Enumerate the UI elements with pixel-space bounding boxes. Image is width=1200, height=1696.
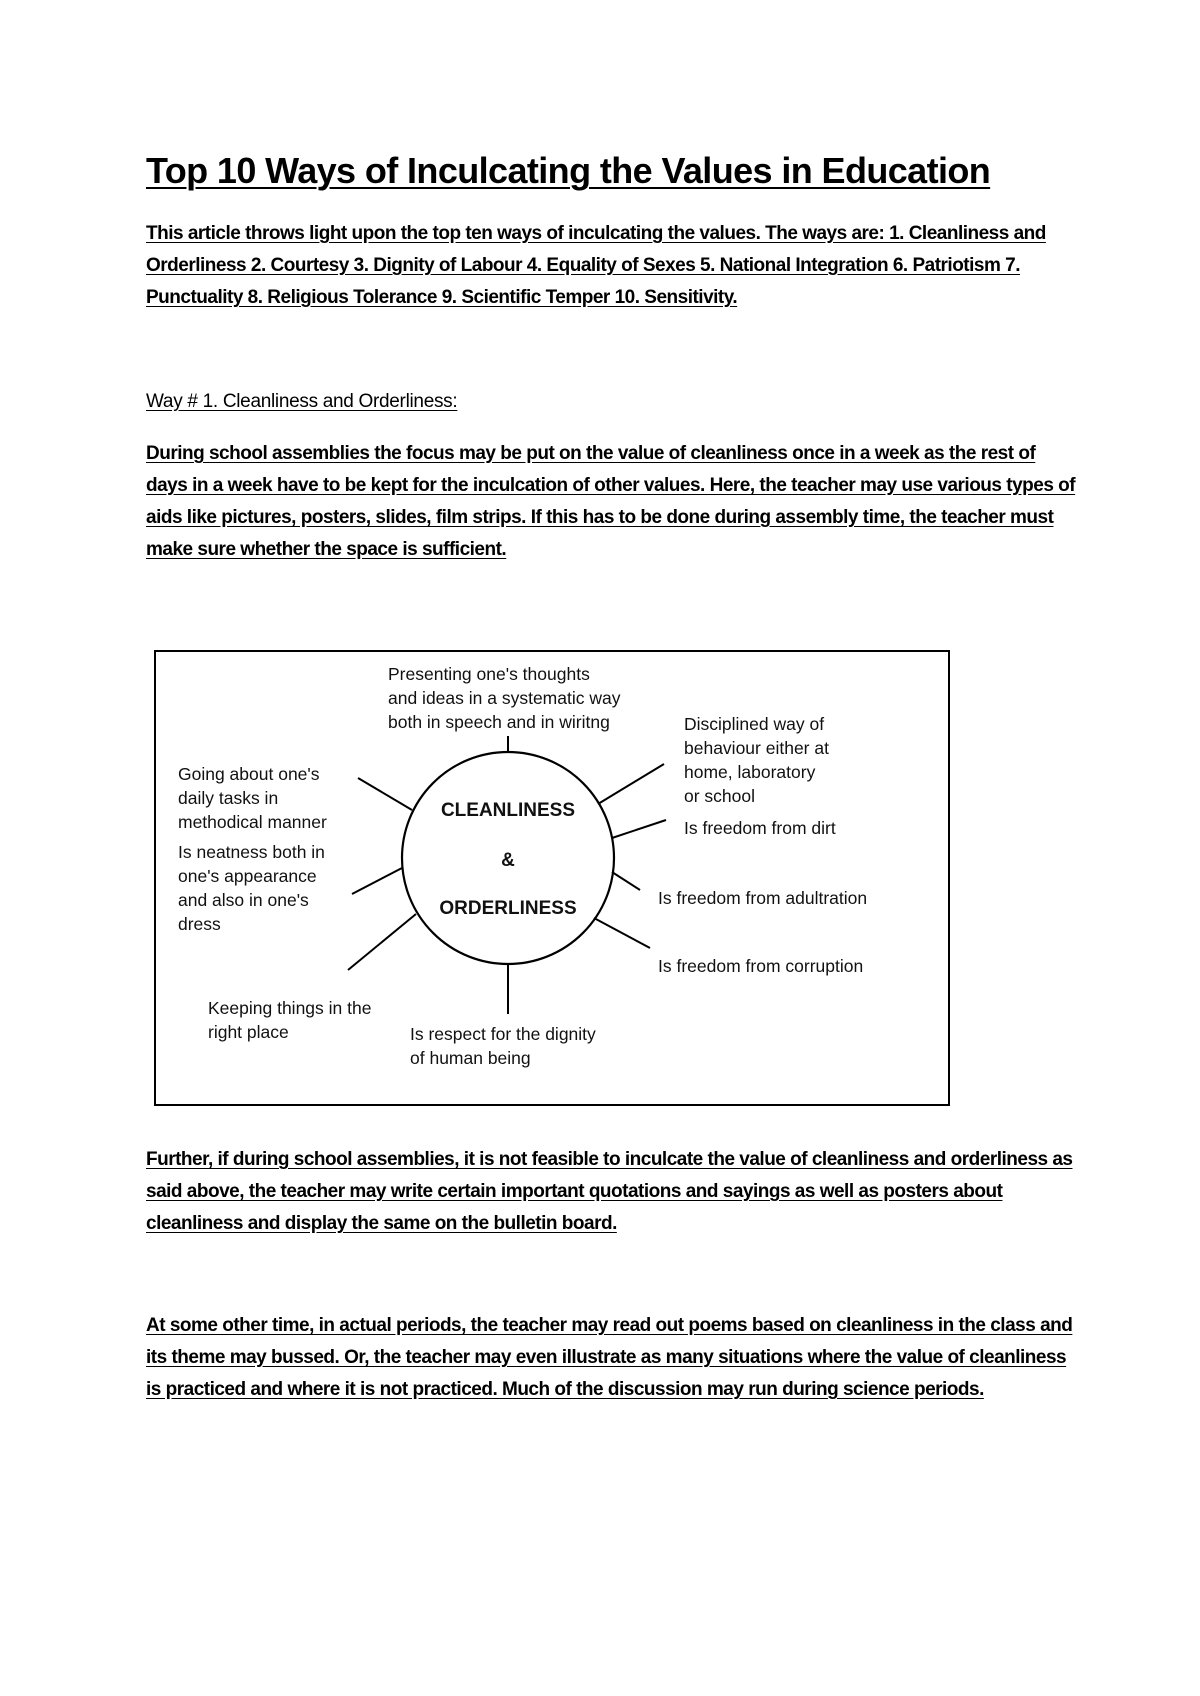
spoke-bottom-left bbox=[348, 914, 416, 970]
spoke-right-upper bbox=[612, 820, 666, 838]
center-label-cleanliness: CLEANLINESS bbox=[440, 800, 576, 821]
spoke-left-upper bbox=[358, 778, 412, 810]
way1-heading: Way # 1. Cleanliness and Orderliness: bbox=[146, 391, 458, 412]
label-top: Presenting one's thoughts and ideas in a systematic way both in speech and in wiritng bbox=[388, 664, 621, 732]
label-bottom-right: Is freedom from corruption bbox=[658, 956, 864, 976]
spoke-right-lower bbox=[612, 872, 640, 890]
way1-paragraph-1: During school assemblies the focus may be put on the value of cleanliness once in a week as the rest of days in a week have to be kept for the inculcation of other values. Here, the teacher may use various types of aids like pictures, posters, slides, film strips. If this has to be done during assembly time, the teacher must make sure whether the space is sufficient. bbox=[146, 443, 1076, 560]
intro-paragraph: This article throws light upon the top ten ways of inculcating the values. The ways are: 1. Cleanliness and Orderliness 2. Courtesy 3. Dignity of Labour 4. Equality of Sexes 5. National Integration 6. Patriotism 7. Punctuality 8. Religious Tolerance 9. Scientific Temper 10. Sensitivity. bbox=[146, 223, 1046, 308]
label-left-lower: Is neatness both in one's appearance and also in one's dress bbox=[178, 842, 325, 934]
label-top-right: Disciplined way of behaviour either at home, laboratory or school bbox=[684, 714, 829, 806]
label-bottom-left: Keeping things in the right place bbox=[208, 998, 372, 1042]
center-label-ampersand: & bbox=[501, 850, 515, 871]
label-right-upper: Is freedom from dirt bbox=[684, 818, 836, 838]
label-bottom: Is respect for the dignity of human being bbox=[410, 1024, 596, 1068]
label-right-lower: Is freedom from adultration bbox=[658, 888, 868, 908]
spoke-top-right bbox=[598, 764, 664, 804]
spoke-bottom-right bbox=[594, 918, 650, 948]
page-title: Top 10 Ways of Inculcating the Values in Education bbox=[146, 150, 991, 191]
way1-paragraph-2: Further, if during school assemblies, it is not feasible to inculcate the value of cleanliness and orderliness as said above, the teacher may write certain important quotations and sayings as well as posters about cleanliness and display the same on the bulletin board. bbox=[146, 1149, 1073, 1234]
cleanliness-diagram bbox=[154, 650, 950, 1106]
label-left-upper: Going about one's daily tasks in methodical manner bbox=[178, 764, 327, 832]
center-label-orderliness: ORDERLINESS bbox=[439, 898, 577, 919]
spoke-left-lower bbox=[352, 868, 402, 894]
way1-paragraph-3: At some other time, in actual periods, the teacher may read out poems based on cleanliness in the class and its theme may bussed. Or, the teacher may even illustrate as many situations where the value of cleanliness is practiced and where it is not practiced. Much of the discussion may run during science periods. bbox=[146, 1315, 1073, 1400]
